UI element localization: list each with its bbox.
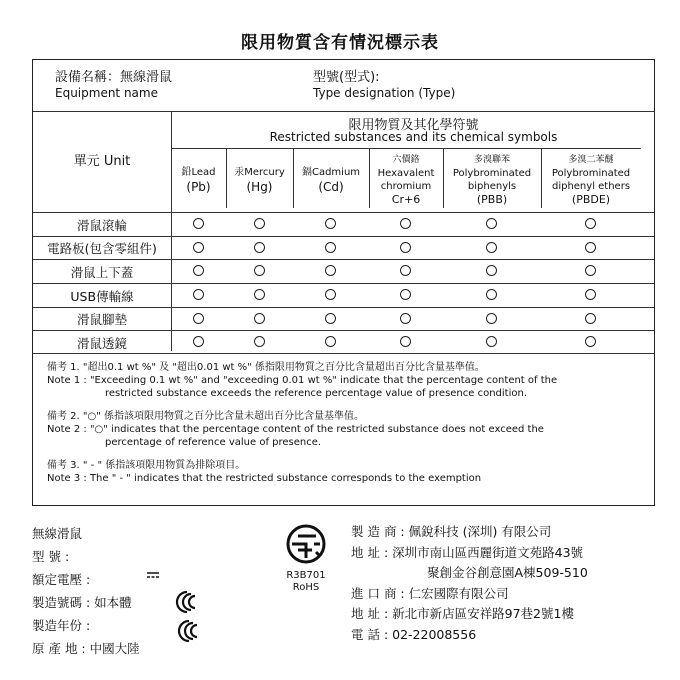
compliance-mark xyxy=(585,265,596,276)
type-designation-zh: 型號(型式): xyxy=(313,70,380,85)
note-1-zh: 備考 1. "超出0.1 wt %" 及 "超出0.01 wt %" 係指限用物質之百分比含量超出百分比含量基準值。 xyxy=(47,362,485,373)
compliance-mark xyxy=(585,242,596,253)
product-name: 無線滑鼠 xyxy=(32,526,83,541)
note-1-en-a: Note 1 : "Exceeding 0.1 wt %" and "exceeding 0.01 wt %" indicate that the percentage content of the xyxy=(47,375,558,386)
col-pbb-symbol: (PBB) xyxy=(476,193,508,206)
col-pbde-line2: diphenyl ethers xyxy=(551,181,631,192)
row-label-feet: 滑鼠腳墊 xyxy=(76,312,127,327)
divider xyxy=(33,353,654,354)
compliance-mark xyxy=(400,242,411,253)
compliance-mark xyxy=(193,336,204,347)
importer-address: 地 址 : 新北市新店區安祥路97巷2號1樓 xyxy=(351,606,574,621)
serial-number: 製造號碼 : 如本體 xyxy=(32,595,132,610)
divider xyxy=(33,111,654,112)
col-mercury-symbol: (Hg) xyxy=(246,180,273,194)
type-designation-en: Type designation (Type) xyxy=(313,86,456,100)
product-info xyxy=(32,522,140,660)
compliance-mark xyxy=(254,242,265,253)
compliance-mark xyxy=(254,336,265,347)
substances-header-zh: 限用物質及其化學符號 xyxy=(348,118,479,133)
compliance-mark xyxy=(325,265,336,276)
model-label: 型 號 : xyxy=(32,549,70,564)
manufacturer-address-1: 地 址 : 深圳市南山區西麗街道文苑路43號 xyxy=(351,544,584,560)
compliance-mark xyxy=(400,218,411,229)
col-pbde-zh: 多溴二苯醚 xyxy=(568,155,614,165)
row-label-pcb: 電路板(包含零組件) xyxy=(47,241,157,256)
equipment-name-zh: 設備名稱：無線滑鼠 xyxy=(55,70,173,85)
row-label-wheel: 滑鼠滾輪 xyxy=(76,218,127,233)
col-chromium xyxy=(369,154,443,206)
compliance-mark xyxy=(585,218,596,229)
substances-header-en: Restricted substances and its chemical symbols xyxy=(269,130,558,144)
divider xyxy=(33,330,654,331)
compliance-mark xyxy=(325,218,336,229)
compliance-mark xyxy=(585,313,596,324)
compliance-mark xyxy=(325,289,336,300)
bsmi-certification-icon xyxy=(286,522,326,566)
row-label-lens: 滑鼠透鏡 xyxy=(76,336,127,351)
col-chromium-line1: Hexavalent xyxy=(377,168,435,179)
col-mercury xyxy=(226,166,293,194)
country-of-origin: 原 產 地 : 中國大陸 xyxy=(32,641,140,656)
divider xyxy=(33,236,654,237)
compliance-mark xyxy=(254,289,265,300)
col-chromium-zh: 六價鉻 xyxy=(392,155,420,165)
compliance-mark xyxy=(193,289,204,300)
divider xyxy=(33,259,654,260)
compliance-mark xyxy=(400,265,411,276)
notes xyxy=(47,361,647,485)
page-title: 限用物質含有情況標示表 xyxy=(241,33,439,53)
compliance-mark xyxy=(400,336,411,347)
row-label-cover: 滑鼠上下蓋 xyxy=(70,265,134,280)
manufacturer-info xyxy=(351,522,588,645)
col-mercury-name: 汞Mercury xyxy=(234,167,285,178)
row-label-usb-cable: USB傳輸線 xyxy=(70,289,134,304)
manufacturer-address-2: 聚創金谷創意園A棟509-510 xyxy=(427,565,588,580)
rated-voltage-label: 額定電壓 : xyxy=(32,572,91,587)
certification-code: R3B701 xyxy=(286,570,326,581)
compliance-mark xyxy=(254,265,265,276)
col-lead-symbol: (Pb) xyxy=(186,180,211,194)
note-2-en-a: Note 2 : "○" indicates that the percentage content of the restricted substance does not exceed the xyxy=(47,424,544,435)
unit-label: 單元 Unit xyxy=(73,154,131,169)
col-pbb-line1: Polybrominated xyxy=(452,168,532,179)
compliance-mark xyxy=(400,313,411,324)
compliance-mark xyxy=(486,336,497,347)
wave-logo-icon xyxy=(174,591,200,613)
col-lead-name: 鉛Lead xyxy=(181,167,216,178)
phone: 電 話 : 02-22008556 xyxy=(351,626,477,642)
col-cadmium xyxy=(293,166,369,194)
compliance-mark xyxy=(254,313,265,324)
rohs-label: RoHS xyxy=(292,582,320,593)
col-pbb-line2: biphenyls xyxy=(467,181,517,192)
compliance-mark xyxy=(400,289,411,300)
col-pbb-zh: 多溴聯苯 xyxy=(473,155,510,165)
compliance-mark xyxy=(325,242,336,253)
equipment-name-en: Equipment name xyxy=(55,86,158,100)
compliance-mark xyxy=(486,289,497,300)
manufacture-year-label: 製造年份 : xyxy=(32,618,91,633)
hazard-table-box xyxy=(32,59,655,506)
compliance-mark xyxy=(585,289,596,300)
compliance-mark xyxy=(486,265,497,276)
manufacturer: 製 造 商 : 佩銳科技 (深圳) 有限公司 xyxy=(351,524,552,539)
col-cadmium-symbol: (Cd) xyxy=(318,180,344,194)
certification-info xyxy=(276,570,336,594)
divider xyxy=(33,212,654,213)
col-pbde xyxy=(541,154,641,206)
divider xyxy=(171,148,641,149)
note-1-en-b: restricted substance exceeds the reference percentage value of presence condition. xyxy=(105,388,528,399)
importer: 進 口 商 : 仁宏國際有限公司 xyxy=(351,585,509,601)
divider xyxy=(33,283,654,284)
compliance-mark xyxy=(486,313,497,324)
col-chromium-symbol: Cr+6 xyxy=(391,193,421,206)
compliance-mark xyxy=(486,218,497,229)
divider xyxy=(33,307,654,308)
dc-symbol-icon xyxy=(146,571,160,579)
note-2-zh: 備考 2. "○" 係指該項限用物質之百分比含量未超出百分比含量基準值。 xyxy=(47,411,365,422)
col-lead xyxy=(171,166,226,194)
col-pbde-line1: Polybrominated xyxy=(551,168,631,179)
compliance-mark xyxy=(585,336,596,347)
wave-logo-icon xyxy=(176,620,202,642)
compliance-mark xyxy=(254,218,265,229)
compliance-mark xyxy=(193,242,204,253)
note-3-zh: 備考 3. " - " 係指該項限用物質為排除項目。 xyxy=(47,460,246,471)
col-cadmium-name: 鎘Cadmium xyxy=(301,167,361,178)
compliance-mark xyxy=(325,336,336,347)
compliance-mark xyxy=(193,265,204,276)
note-3-en: Note 3 : The " - " indicates that the restricted substance corresponds to the exemption xyxy=(47,473,482,484)
compliance-mark xyxy=(193,313,204,324)
compliance-mark xyxy=(325,313,336,324)
note-2-en-b: percentage of reference value of presence. xyxy=(105,437,322,448)
compliance-mark xyxy=(486,242,497,253)
compliance-mark xyxy=(193,218,204,229)
col-chromium-line2: chromium xyxy=(380,181,432,192)
col-pbb xyxy=(443,154,541,206)
col-pbde-symbol: (PBDE) xyxy=(571,193,611,206)
divider xyxy=(171,111,172,351)
